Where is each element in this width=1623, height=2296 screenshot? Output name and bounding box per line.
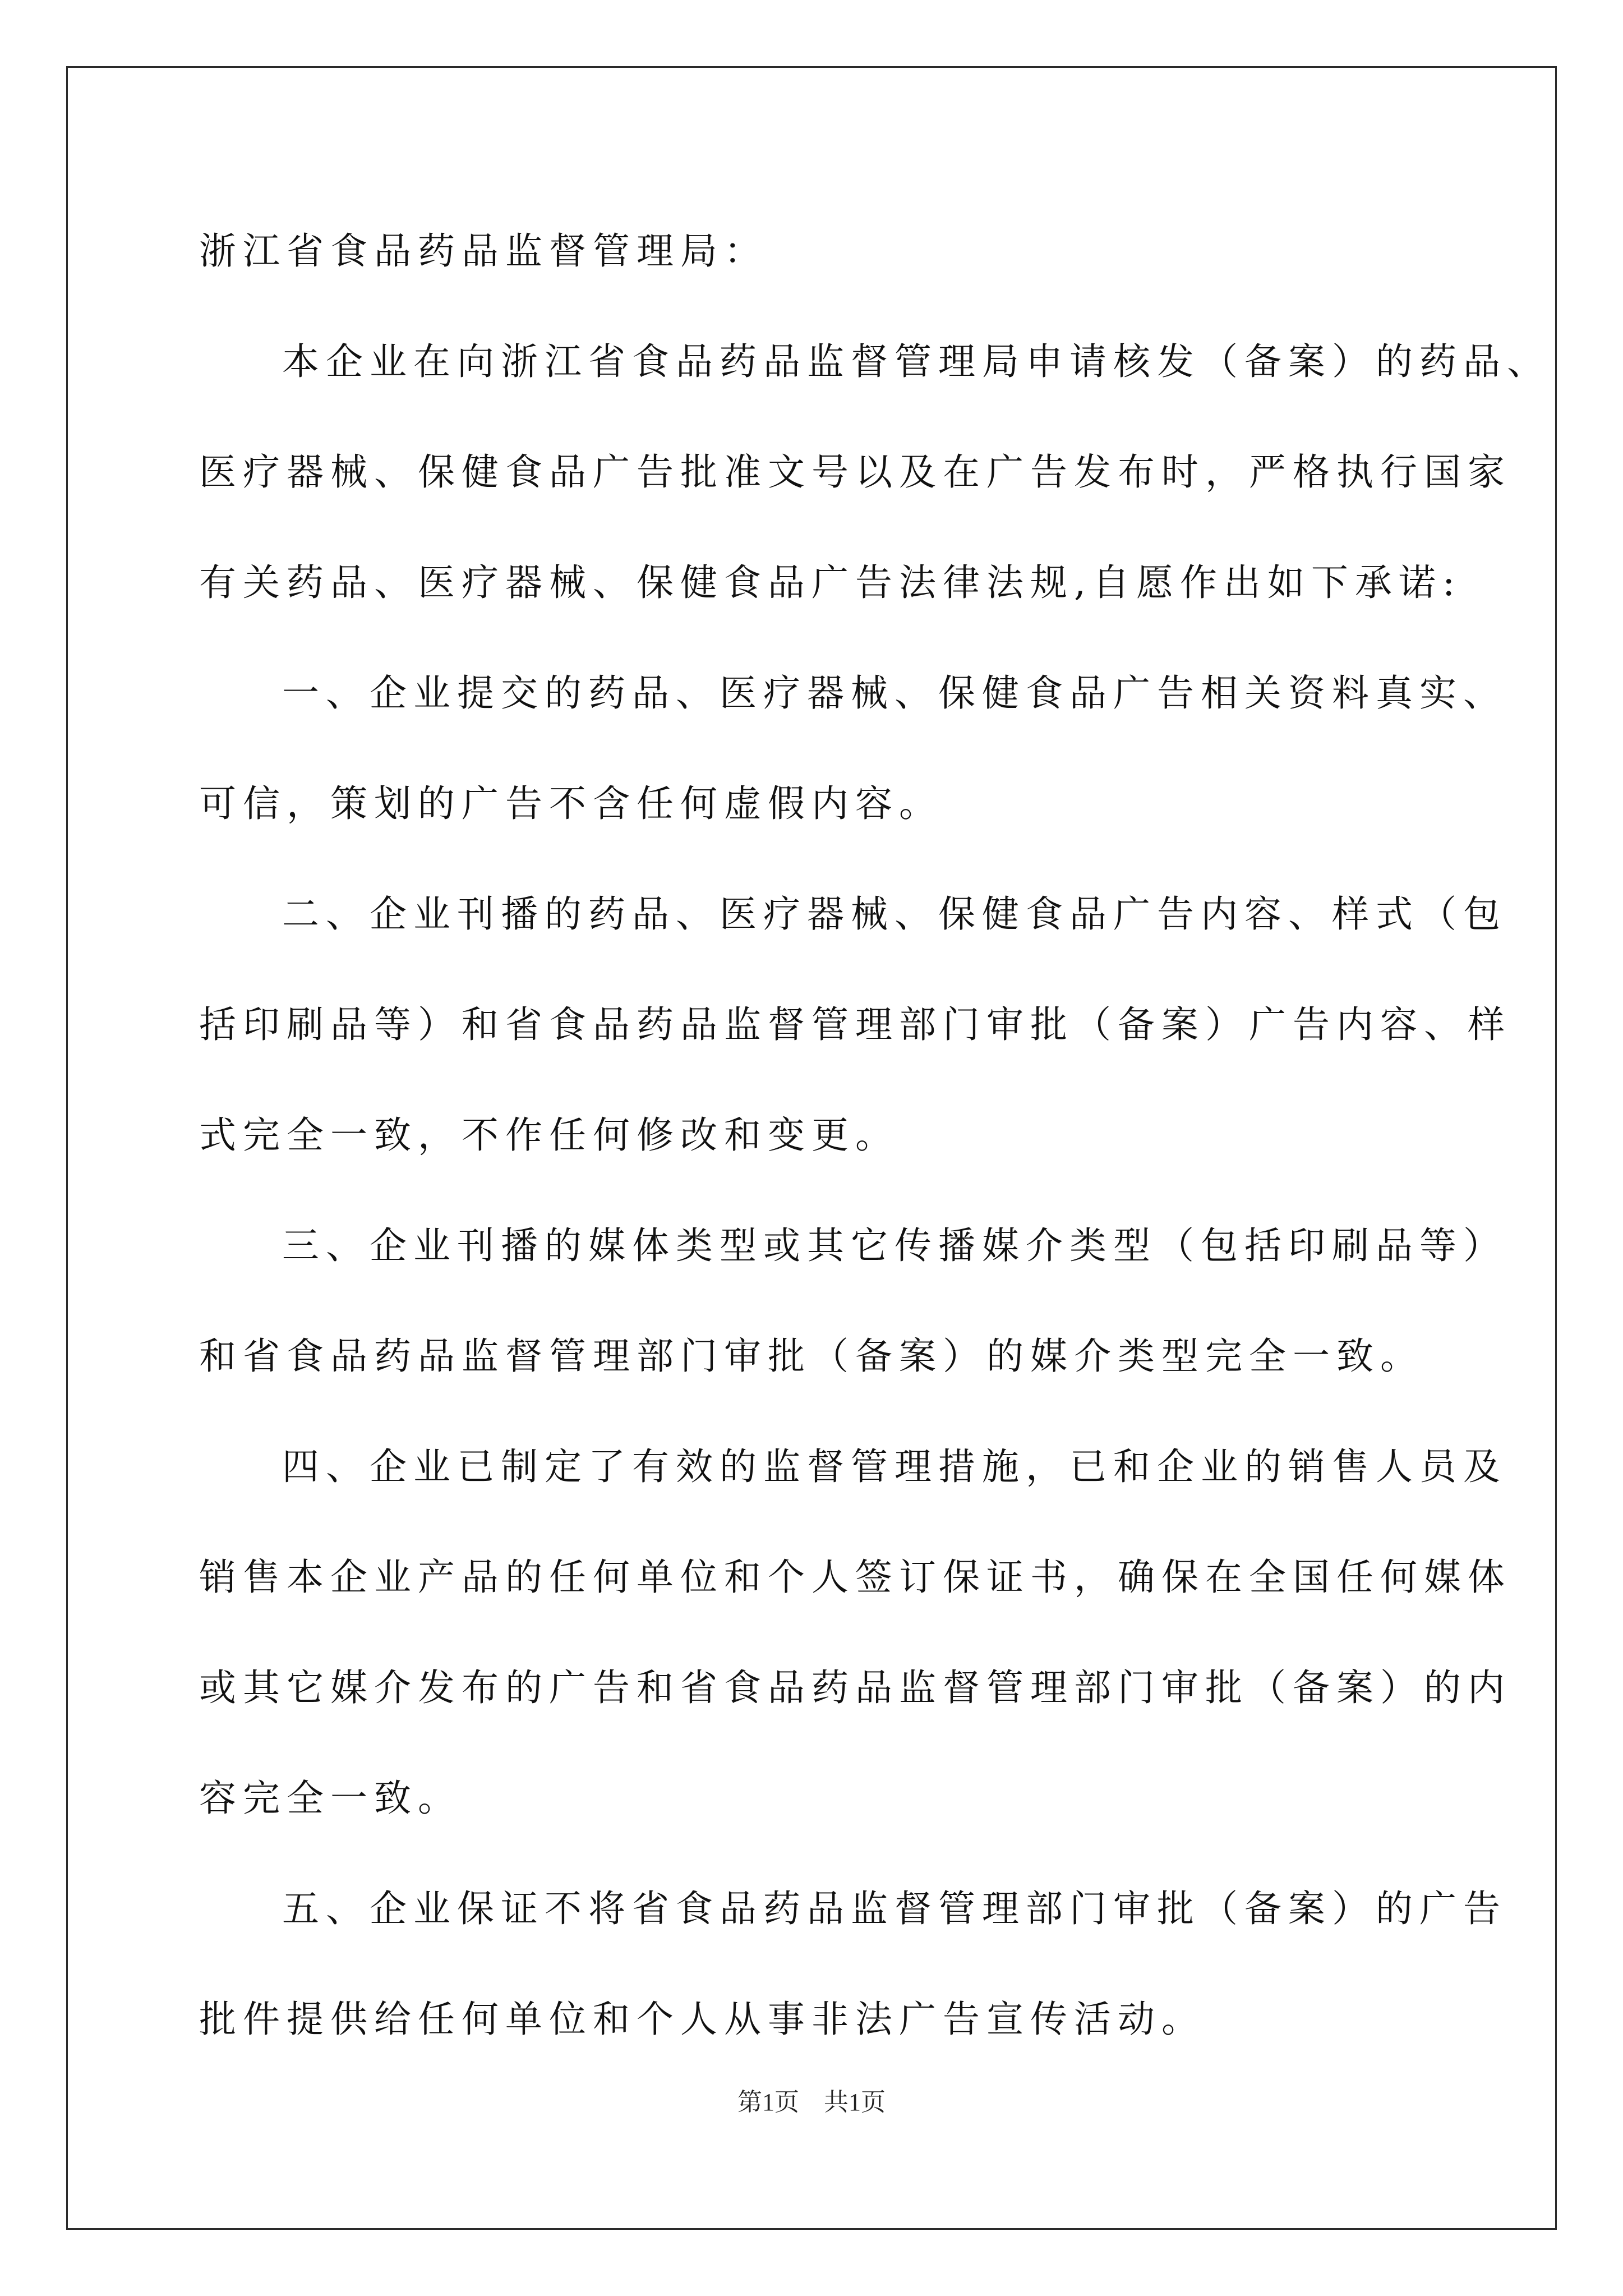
commitment-4-line: 销售本企业产品的任何单位和个人签订保证书，确保在全国任何媒体 <box>199 1556 1511 1599</box>
intro-paragraph-line: 有关药品、医疗器械、保健食品广告法律法规,自愿作出如下承诺: <box>199 561 1462 604</box>
commitment-3-line: 和省食品药品监督管理部门审批（备案）的媒介类型完全一致。 <box>199 1335 1424 1378</box>
commitment-5-line: 五、企业保证不将省食品药品监督管理部门审批（备案）的广告 <box>282 1887 1507 1930</box>
commitment-5-line: 批件提供给任何单位和个人从事非法广告宣传活动。 <box>199 1998 1205 2041</box>
document-body <box>199 223 1551 2102</box>
commitment-4-line: 四、企业已制定了有效的监督管理措施，已和企业的销售人员及 <box>282 1445 1507 1488</box>
commitment-1-line: 可信，策划的广告不含任何虚假内容。 <box>199 782 943 825</box>
commitment-4-line: 容完全一致。 <box>199 1777 462 1820</box>
intro-paragraph-line: 医疗器械、保健食品广告批准文号以及在广告发布时，严格执行国家 <box>199 450 1511 494</box>
commitment-2-line: 二、企业刊播的药品、医疗器械、保健食品广告内容、样式（包 <box>282 892 1507 936</box>
commitment-2-line: 括印刷品等）和省食品药品监督管理部门审批（备案）广告内容、样 <box>199 1003 1511 1046</box>
intro-paragraph-line: 本企业在向浙江省食品药品监督管理局申请核发（备案）的药品、 <box>282 340 1551 383</box>
commitment-3-line: 三、企业刊播的媒体类型或其它传播媒介类型（包括印刷品等） <box>282 1224 1507 1267</box>
commitment-1-line: 一、企业提交的药品、医疗器械、保健食品广告相关资料真实、 <box>282 671 1507 715</box>
page-footer: 第1页 共1页 <box>737 2088 886 2116</box>
commitment-4-line: 或其它媒介发布的广告和省食品药品监督管理部门审批（备案）的内 <box>199 1666 1511 1709</box>
commitment-2-line: 式完全一致，不作任何修改和变更。 <box>199 1114 899 1157</box>
addressee-line: 浙江省食品药品监督管理局： <box>199 229 768 273</box>
